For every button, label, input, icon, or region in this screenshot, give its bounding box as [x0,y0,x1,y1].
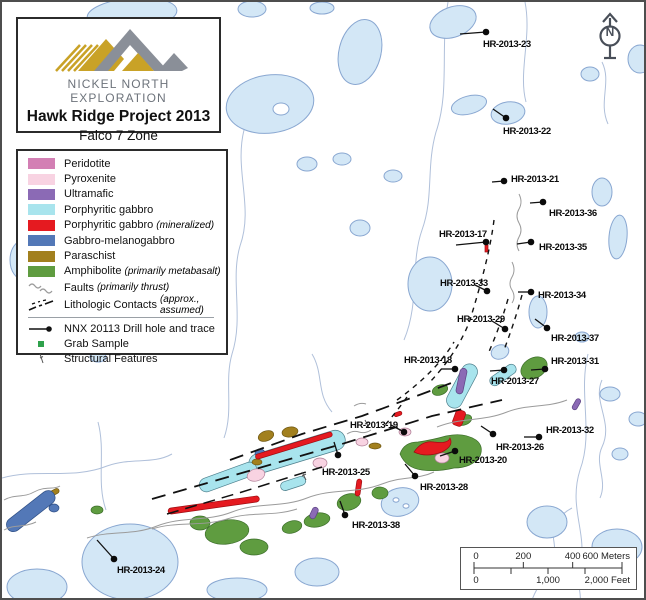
lithology-swatch [28,158,55,169]
legend-item [28,171,226,186]
drill-hole-label: HR-2013-21 [511,174,559,185]
zone-subtitle: Falco 7 Zone [79,128,158,143]
scale-label: 0 [473,575,479,586]
drill-hole-label: HR-2013-24 [117,565,165,576]
fault-symbol [28,281,55,295]
legend-box [16,149,228,366]
drill-hole-label: HR-2013-17 [439,229,487,240]
lithology-swatch [28,189,55,200]
company-name: NICKEL NORTH EXPLORATION [67,77,170,105]
drill-hole-label: HR-2013-33 [440,278,488,289]
legend-item-suffix: (primarily metabasalt) [124,265,221,277]
legend-item-label: Paraschist [64,250,116,263]
drill-hole-label: HR-2013-34 [538,290,586,301]
drill-hole-label: HR-2013-18 [404,355,452,366]
legend-item [28,233,226,248]
legend-item-label: Gabbro-melanogabbro [64,234,175,247]
lithology-swatch [28,220,55,231]
scale-label: 200 [515,551,532,562]
drill-hole-label: HR-2013-36 [549,208,597,219]
drill-hole-label: HR-2013-29 [457,314,505,325]
legend-item [28,321,226,336]
drill-hole-label: HR-2013-19 [350,420,398,431]
drill-hole-label: HR-2013-38 [352,520,400,531]
contact-symbol [28,298,55,312]
legend-item [28,336,226,351]
north-arrow [590,10,630,62]
lithology-swatch [28,174,55,185]
legend-item-suffix: (mineralized) [156,219,215,231]
legend-item [28,293,226,316]
drill-hole-label: HR-2013-26 [496,442,544,453]
scale-label: 2,000 Feet [584,575,630,586]
scale-label: 400 [564,551,581,562]
lithology-swatch [28,235,55,246]
legend-item [28,202,226,217]
drill-hole-label: HR-2013-35 [539,242,587,253]
legend-item [28,187,226,202]
lithology-swatch [28,266,55,277]
legend-item [28,264,226,279]
scale-bar [460,547,637,590]
company-logo [18,23,215,75]
legend-item-label: Lithologic Contacts [64,298,157,311]
drill-hole-label: HR-2013-27 [491,376,539,387]
legend-item-suffix: (approx., assumed) [159,293,204,316]
grab-symbol [28,338,55,350]
legend-item-label: Porphyritic gabbro [64,219,154,232]
drill-hole-label: HR-2013-20 [459,455,507,466]
legend-item-label: Grab Sample [64,337,129,350]
legend-item-label: Peridotite [64,157,111,170]
legend-item [28,248,226,263]
drill-hole-label: HR-2013-23 [483,39,531,50]
title-box [16,17,221,143]
drill-hole-label: HR-2013-25 [322,467,370,478]
scale-label: 600 Meters [582,551,630,562]
structural-symbol [28,353,55,365]
legend-item [28,156,226,171]
legend-item [28,218,226,233]
scale-label: 0 [473,551,479,562]
legend-item-label: Porphyritic gabbro [64,203,154,216]
legend-item [28,352,226,367]
legend-item-label: Ultramafic [64,188,114,201]
drill-hole-label: HR-2013-31 [551,356,599,367]
drillhole-symbol [28,323,55,335]
lithology-swatch [28,251,55,262]
lithology-swatch [28,204,55,215]
drill-hole-label: HR-2013-22 [503,126,551,137]
legend-item-label: NNX 20113 Drill hole and trace [64,322,215,335]
legend-item-label: Pyroxenite [64,173,116,186]
legend-item-label: Structural Features [64,353,158,366]
legend-divider [28,317,214,318]
drill-hole-label: HR-2013-37 [551,333,599,344]
drill-hole-label: HR-2013-32 [546,425,594,436]
project-title: Hawk Ridge Project 2013 [26,108,211,125]
north-label: N [605,25,615,39]
scale-label: 1,000 [536,575,560,586]
legend-item-label: Amphibolite [64,265,122,278]
legend-item-suffix: (primarily thrust) [96,282,170,294]
drill-hole-label: HR-2013-28 [420,482,468,493]
legend-item-label: Faults [64,281,94,294]
